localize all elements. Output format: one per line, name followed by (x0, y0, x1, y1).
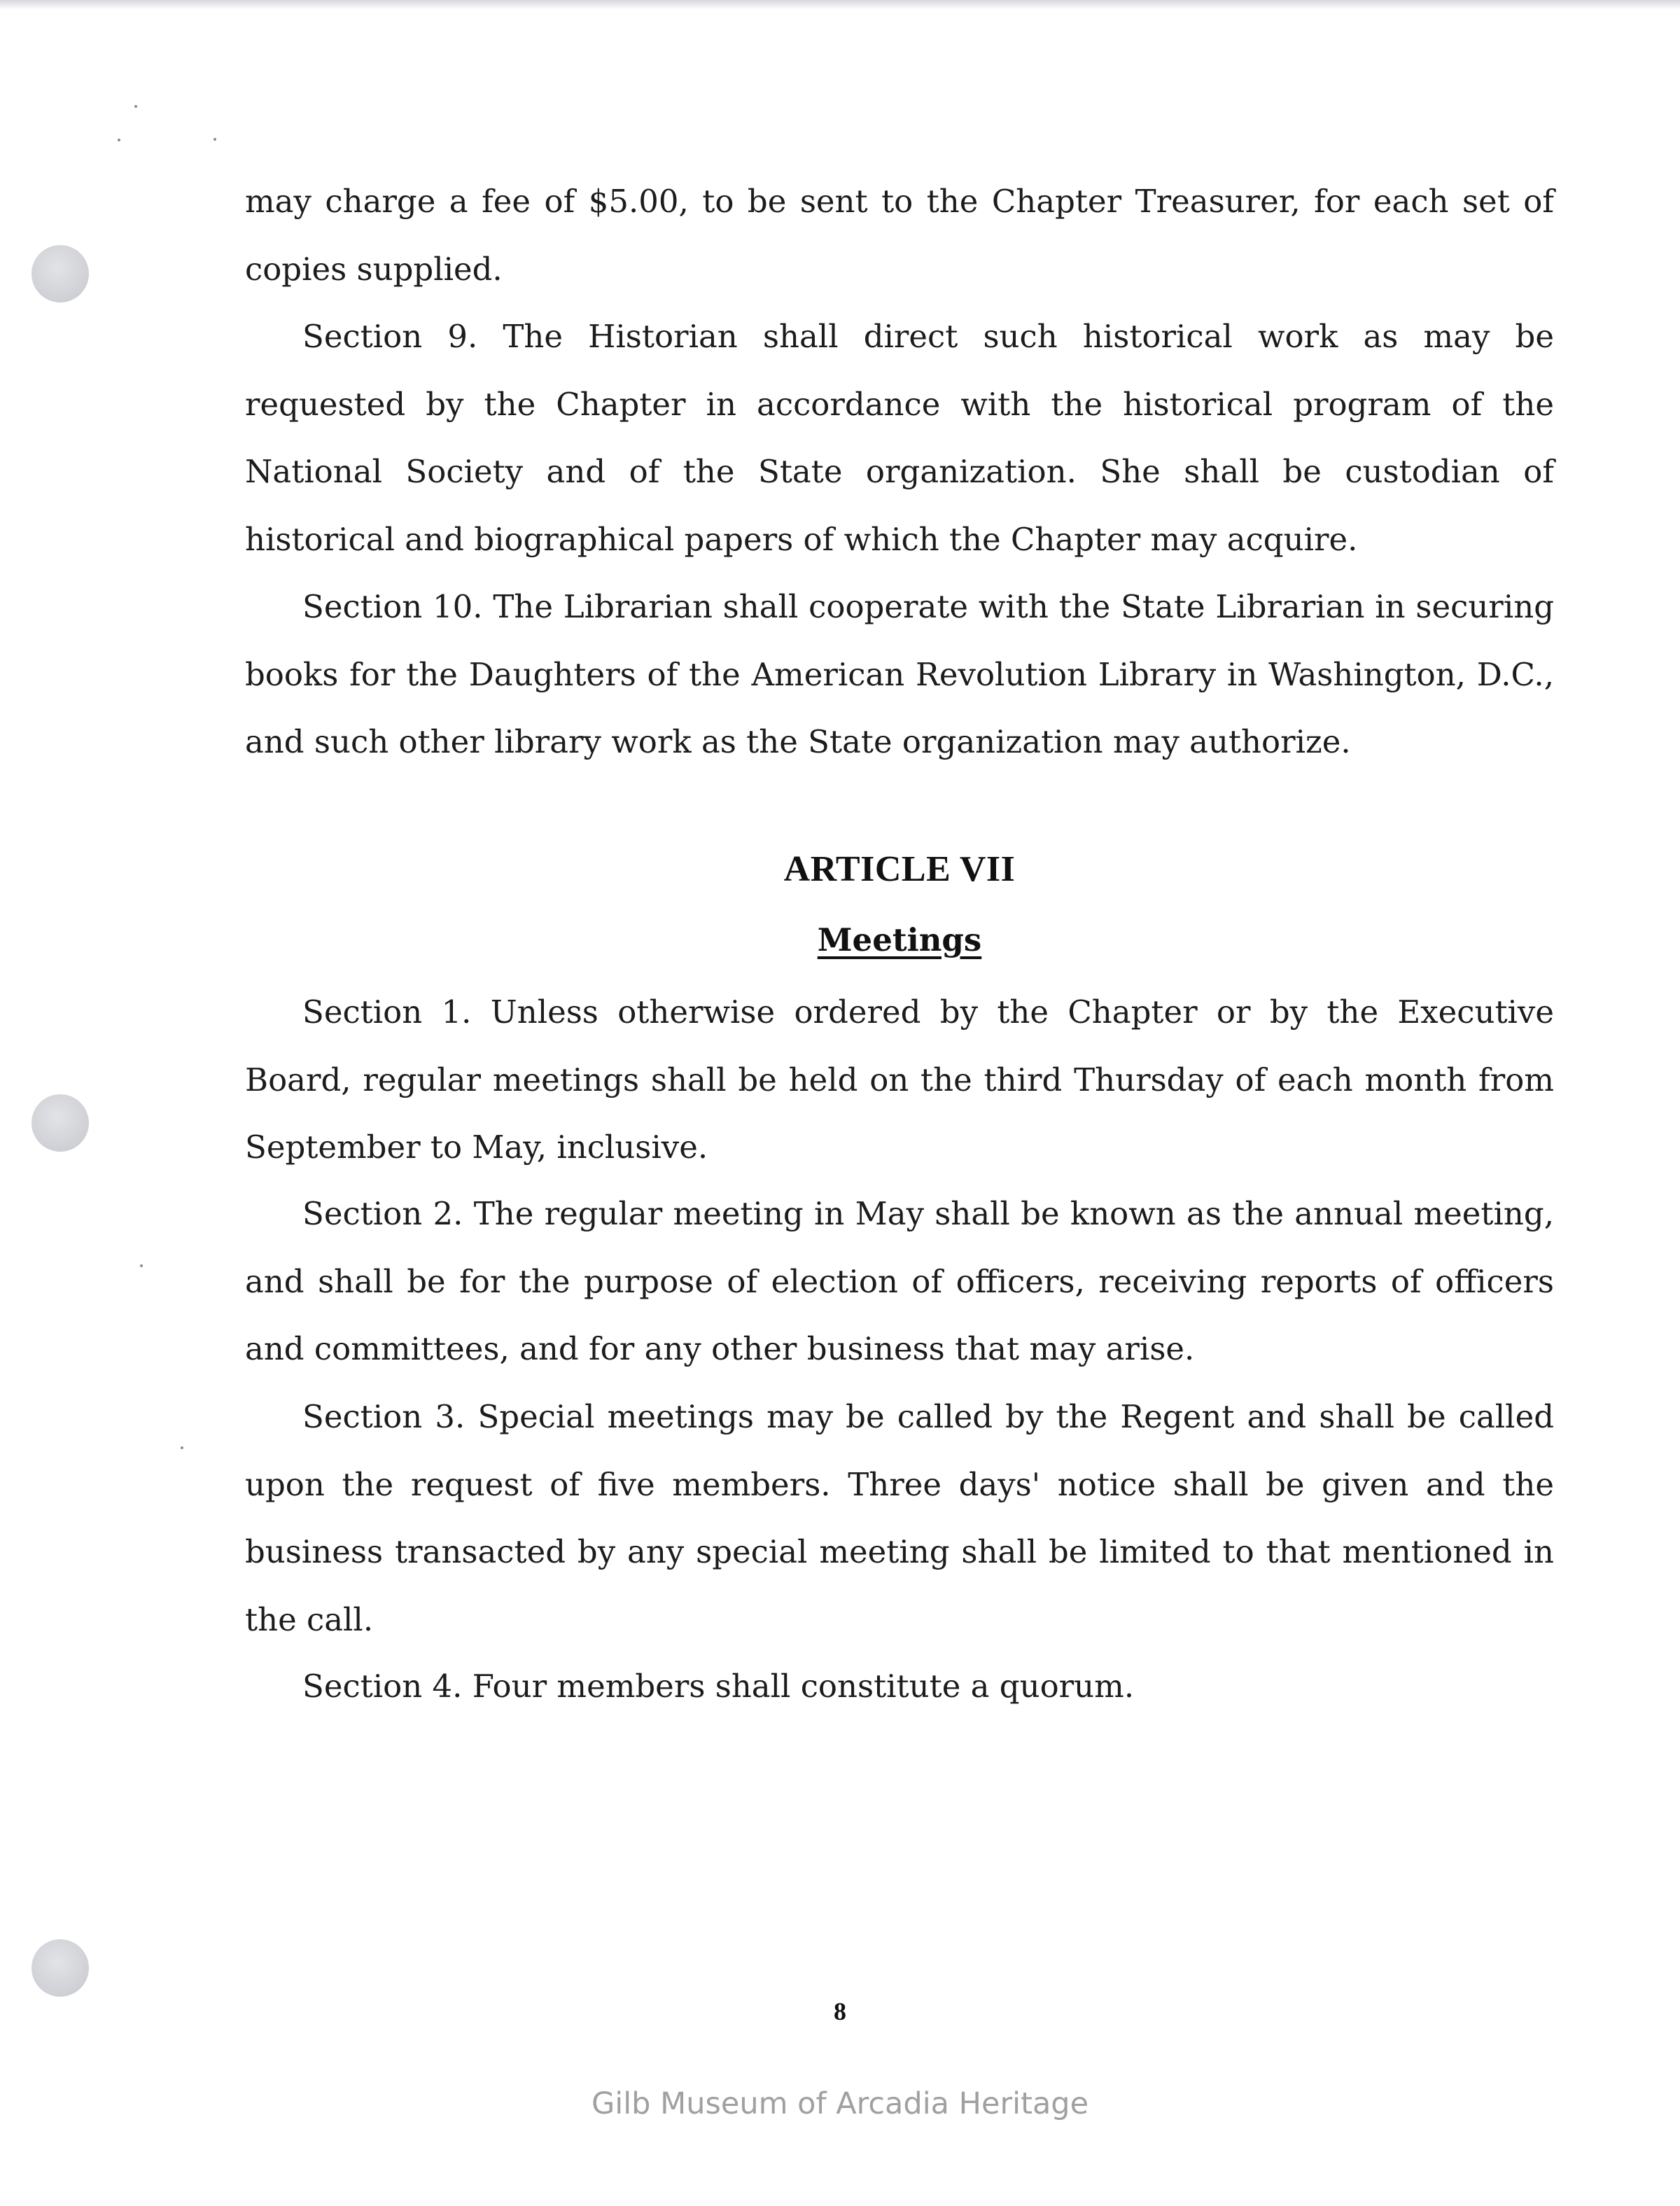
meetings-section-1: Section 1. Unless otherwise ordered by the Chapter or by the Executive Board, regular meetings shall be held on the third Thursday of each month from September to May, inclusive. (245, 993, 1554, 1166)
page-top-edge (0, 0, 1680, 10)
article-title: ARTICLE VII (783, 849, 1016, 889)
speck (140, 1264, 143, 1267)
meetings-section-3: Section 3. Special meetings may be called by the Regent and shall be called upon the request of five members. Three days' notice shall be given and the business transacted by any special meeting shall be limited to that mentioned in the call. (245, 1398, 1554, 1638)
article-subtitle: Meetings (817, 921, 982, 958)
speck (118, 139, 120, 141)
paragraph-section-10: Section 10. The Librarian shall cooperate with the State Librarian in securing books for the Daughters of the American Revolution Library in Washington, D.C., and such other library work as the State organization may authorize. (245, 588, 1554, 760)
punch-hole-top (31, 245, 89, 302)
punch-hole-middle (31, 1094, 89, 1152)
meetings-section-2: Section 2. The regular meeting in May shall be known as the annual meeting, and shall be for the purpose of election of officers, receiving reports of officers and committees, and for any other business that may arise. (245, 1195, 1554, 1367)
watermark: Gilb Museum of Arcadia Heritage (591, 2086, 1089, 2121)
speck (181, 1446, 183, 1449)
punch-hole-bottom (31, 1939, 89, 1997)
speck (214, 138, 216, 141)
page-number: 8 (834, 1997, 846, 2025)
paragraph-section-9: Section 9. The Historian shall direct such historical work as may be requested by the Chapter in accordance with the historical program of the National Society and of the State organization. She shall be custodian of historical and biographical papers of which the Chapter may acquire. (245, 318, 1554, 558)
paragraph-fee-continuation: may charge a fee of $5.00, to be sent to the Chapter Treasurer, for each set of copies supplied. (245, 183, 1554, 288)
speck (134, 105, 137, 108)
meetings-section-4: Section 4. Four members shall constitute a quorum. (302, 1668, 1135, 1705)
